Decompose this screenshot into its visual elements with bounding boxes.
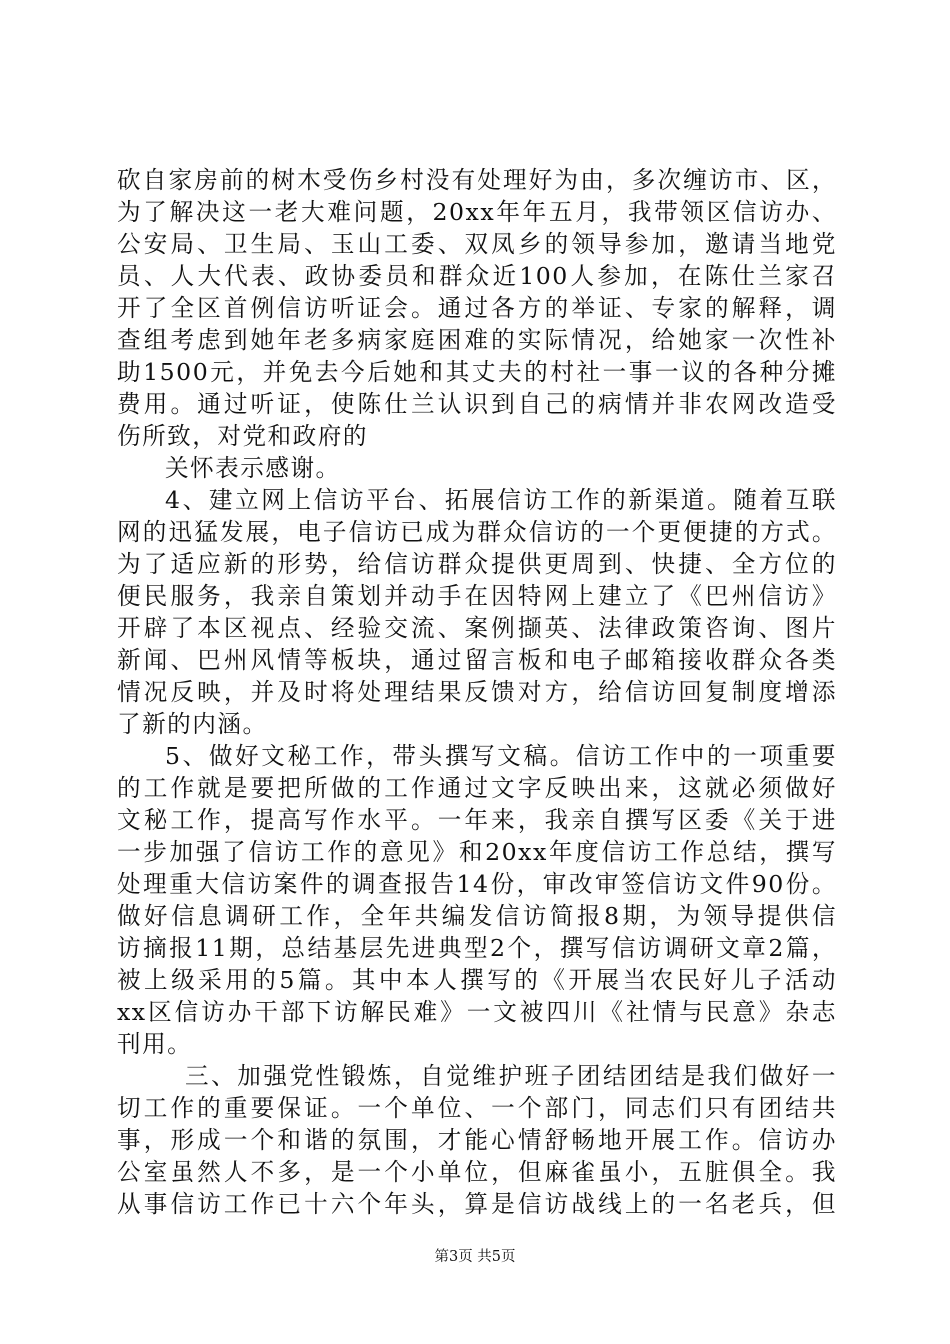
text-line: 助1500元，并免去今后她和其丈夫的村社一事一议的各种分摊	[117, 358, 837, 386]
text-line: 伤所致，对党和政府的	[117, 422, 368, 450]
text-line: 三、加强党性锻炼，自觉维护班子团结团结是我们做好一	[185, 1062, 837, 1090]
text-line: 网的迅猛发展，电子信访已成为群众信访的一个更便捷的方式。	[117, 518, 837, 546]
text-line: 了新的内涵。	[117, 710, 268, 738]
page-number-label: 第3页 共5页	[434, 1249, 516, 1265]
text-line: 的工作就是要把所做的工作通过文字反映出来，这就必须做好	[117, 774, 837, 802]
text-line: 员、人大代表、政协委员和群众近100人参加，在陈仕兰家召	[117, 262, 837, 290]
page-footer	[0, 1247, 950, 1267]
text-line: 事，形成一个和谐的氛围，才能心情舒畅地开展工作。信访办	[117, 1126, 837, 1154]
paragraph-secretarial	[117, 740, 837, 1060]
document-body	[117, 164, 837, 1220]
text-line: 砍自家房前的树木受伤乡村没有处理好为由，多次缠访市、区，	[117, 166, 837, 194]
text-line: 文秘工作，提高写作水平。一年来，我亲自撰写区委《关于进	[117, 806, 837, 834]
text-line: 查组考虑到她年老多病家庭困难的实际情况，给她家一次性补	[117, 326, 837, 354]
text-line: 便民服务，我亲自策划并动手在因特网上建立了《巴州信访》	[117, 582, 837, 610]
text-line: 切工作的重要保证。一个单位、一个部门，同志们只有团结共	[117, 1094, 837, 1122]
text-line: 开了全区首例信访听证会。通过各方的举证、专家的解释，调	[117, 294, 837, 322]
text-line: 处理重大信访案件的调查报告14份，审改审签信访文件90份。	[117, 870, 837, 898]
text-line: 4、建立网上信访平台、拓展信访工作的新渠道。随着互联	[165, 486, 837, 514]
paragraph-thanks	[117, 452, 837, 484]
text-line: xx区信访办干部下访解民难》一文被四川《社情与民意》杂志	[117, 998, 837, 1026]
text-line: 从事信访工作已十六个年头，算是信访战线上的一名老兵，但	[117, 1190, 837, 1218]
text-line: 费用。通过听证，使陈仕兰认识到自己的病情并非农网改造受	[117, 390, 837, 418]
paragraph-online-platform	[117, 484, 837, 740]
text-line: 情况反映，并及时将处理结果反馈对方，给信访回复制度增添	[117, 678, 837, 706]
text-line: 关怀表示感谢。	[165, 454, 341, 482]
text-line: 被上级采用的5篇。其中本人撰写的《开展当农民好儿子活动	[117, 966, 837, 994]
text-line: 刊用。	[117, 1030, 193, 1058]
text-line: 新闻、巴州风情等板块，通过留言板和电子邮箱接收群众各类	[117, 646, 837, 674]
text-line: 公安局、卫生局、玉山工委、双凤乡的领导参加，邀请当地党	[117, 230, 837, 258]
text-line: 为了适应新的形势，给信访群众提供更周到、快捷、全方位的	[117, 550, 837, 578]
text-line: 访摘报11期，总结基层先进典型2个，撰写信访调研文章2篇，	[117, 934, 837, 962]
text-line: 做好信息调研工作，全年共编发信访简报8期，为领导提供信	[117, 902, 837, 930]
text-line: 一步加强了信访工作的意见》和20xx年度信访工作总结，撰写	[117, 838, 837, 866]
paragraph-chen-hearing	[117, 164, 837, 452]
text-line: 公室虽然人不多，是一个小单位，但麻雀虽小，五脏俱全。我	[117, 1158, 837, 1186]
text-line: 开辟了本区视点、经验交流、案例撷英、法律政策咨询、图片	[117, 614, 837, 642]
text-line: 5、做好文秘工作，带头撰写文稿。信访工作中的一项重要	[165, 742, 837, 770]
text-line: 为了解决这一老大难问题，20xx年年五月，我带领区信访办、	[117, 198, 837, 226]
paragraph-party-spirit	[117, 1060, 837, 1220]
